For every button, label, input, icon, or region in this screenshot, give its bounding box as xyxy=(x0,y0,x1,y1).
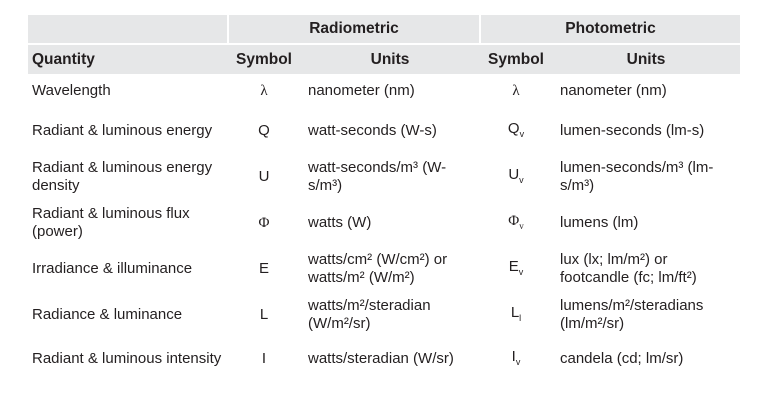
photometric-symbol-subscript: v xyxy=(518,266,524,277)
quantity-cell: Radiant & luminous energy density xyxy=(32,159,213,194)
radiometric-units-header: Units xyxy=(300,44,480,74)
photometric-symbol: I xyxy=(511,347,516,365)
photometric-symbol-cell xyxy=(480,108,552,154)
radiometric-units-cell: nanometer (nm) xyxy=(308,82,415,99)
radiometric-units-cell: watt-seconds/m³ (W-s/m³) xyxy=(308,159,447,194)
photometric-header: Photometric xyxy=(480,15,740,44)
quantity-cell: Irradiance & illuminance xyxy=(32,260,193,277)
table-row xyxy=(28,108,740,154)
radiometric-symbol-cell: E xyxy=(258,260,269,277)
radiometric-units-cell: watts (W) xyxy=(308,214,372,231)
photometric-units-header: Units xyxy=(552,44,740,74)
radiometric-symbol-cell: L xyxy=(259,306,269,323)
column-header-row xyxy=(28,44,740,74)
radiometric-symbol-cell: λ xyxy=(260,83,268,99)
blank-header-cell xyxy=(28,15,228,44)
photometric-units-cell: lumens (lm) xyxy=(560,214,639,231)
photometric-units-cell: candela (cd; lm/sr) xyxy=(560,350,684,367)
photometric-symbol: E xyxy=(508,257,519,275)
photometric-symbol-cell xyxy=(480,292,552,338)
photometric-symbol: Q xyxy=(507,119,520,137)
photometric-units-cell: lumens/m²/steradians (lm/m²/sr) xyxy=(560,297,704,332)
quantity-header: Quantity xyxy=(28,44,228,74)
photometric-symbol-subscript: v xyxy=(519,174,524,185)
radiometric-symbol-cell: Φ xyxy=(258,215,270,231)
radiometric-header: Radiometric xyxy=(228,15,480,44)
quantity-cell: Radiant & luminous flux (power) xyxy=(32,205,190,240)
photometric-units-cell: nanometer (nm) xyxy=(560,82,667,99)
photometric-symbol-subscript: v xyxy=(515,356,521,367)
table-row xyxy=(28,246,740,292)
radiometric-symbol-cell: Q xyxy=(258,122,270,139)
photometric-symbol: U xyxy=(508,165,520,183)
photometric-symbol: λ xyxy=(512,83,520,99)
quantity-cell: Radiant & luminous energy xyxy=(32,122,213,139)
table-row xyxy=(28,338,740,380)
photometric-symbol-subscript: v xyxy=(519,220,524,231)
table-row xyxy=(28,74,740,108)
radiometric-units-cell: watt-seconds (W-s) xyxy=(308,122,437,139)
photometric-symbol-cell xyxy=(480,200,552,246)
photometric-symbol: L xyxy=(510,303,520,321)
photometric-symbol-cell xyxy=(480,246,552,292)
quantity-cell: Wavelength xyxy=(32,82,111,99)
photometric-units-cell: lumen-seconds/m³ (lm-s/m³) xyxy=(560,159,714,194)
radiometric-units-cell: watts/m²/steradian (W/m²/sr) xyxy=(308,297,431,332)
photometric-symbol-header: Symbol xyxy=(480,44,552,74)
quantity-cell: Radiance & luminance xyxy=(32,306,183,323)
radiometric-symbol-cell: I xyxy=(261,350,267,367)
radiometric-units-cell: watts/steradian (W/sr) xyxy=(308,350,454,367)
photometric-units-cell: lux (lx; lm/m²) or footcandle (fc; lm/ft²) xyxy=(560,251,697,286)
units-table xyxy=(28,15,740,380)
group-header-row xyxy=(28,15,740,44)
photometric-symbol-cell xyxy=(480,74,552,108)
photometric-units-cell: lumen-seconds (lm-s) xyxy=(560,122,705,139)
radiometric-symbol-cell: U xyxy=(258,168,270,185)
radiometric-units-cell: watts/cm² (W/cm²) or watts/m² (W/m²) xyxy=(308,251,448,286)
radiometric-symbol-header: Symbol xyxy=(228,44,300,74)
table-row xyxy=(28,200,740,246)
photometric-symbol-subscript: v xyxy=(519,128,525,139)
table-row xyxy=(28,292,740,338)
table-row xyxy=(28,154,740,200)
photometric-symbol-cell xyxy=(480,154,552,200)
photometric-symbol-subscript: l xyxy=(519,312,522,323)
photometric-symbol-cell xyxy=(480,338,552,380)
quantity-cell: Radiant & luminous intensity xyxy=(32,350,222,367)
photometric-symbol: Φ xyxy=(508,212,520,229)
